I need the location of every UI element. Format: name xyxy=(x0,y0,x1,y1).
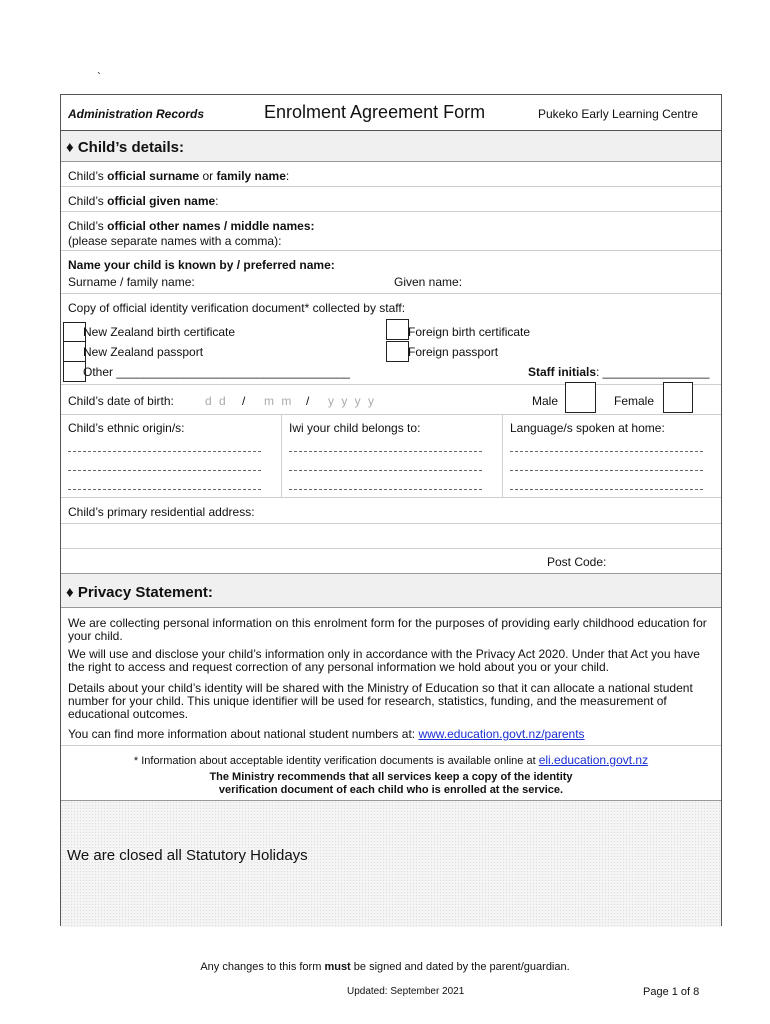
updated-date: Updated: September 2021 xyxy=(347,986,465,997)
other-names-note: (please separate names with a comma): xyxy=(68,234,282,248)
diamond-icon: ♦ xyxy=(66,139,74,156)
known-surname-field[interactable]: Surname / family name: xyxy=(68,275,195,289)
iwi-line-3[interactable] xyxy=(289,489,482,490)
surname-row[interactable] xyxy=(61,162,721,187)
address-line-2[interactable] xyxy=(61,549,721,574)
other-names-row[interactable] xyxy=(61,212,721,251)
privacy-body xyxy=(61,608,721,746)
ministry-line-1: The Ministry recommends that all services keep a copy of the identity xyxy=(209,771,573,783)
form-title: Enrolment Agreement Form xyxy=(264,102,486,122)
known-given-field[interactable]: Given name: xyxy=(394,275,463,289)
address-label-row xyxy=(61,498,721,524)
staff-initials-field[interactable]: Staff initials: ________________ xyxy=(528,365,710,379)
privacy-p2: We will use and disclose your child’s information only in accordance with the Privacy Act 2020. Under that Act you have the right to access and request correction of any personal information we hold about you or your child. xyxy=(68,647,700,674)
dob-year-input[interactable]: y y y y xyxy=(328,394,377,408)
dob-day-input[interactable]: d d xyxy=(205,394,228,408)
iwi-label: Iwi your child belongs to: xyxy=(289,421,421,435)
childs-details-section xyxy=(61,131,721,162)
ethnic-label: Child’s ethnic origin/s: xyxy=(68,421,185,435)
notice-box xyxy=(61,801,721,927)
iwi-line-1[interactable] xyxy=(289,451,482,452)
iwi-line-2[interactable] xyxy=(289,470,482,471)
childs-details-heading: ♦ Child’s details: xyxy=(66,139,184,156)
id-doc-label: Copy of official identity verification document* collected by staff: xyxy=(68,301,406,315)
privacy-heading: ♦ Privacy Statement: xyxy=(66,584,213,601)
dob-month-input[interactable]: m m xyxy=(264,394,294,408)
dob-sep-1: / xyxy=(242,394,246,408)
dob-sep-2: / xyxy=(306,394,310,408)
other-names-label: Child’s official other names / middle names: xyxy=(68,219,315,233)
origin-row xyxy=(61,415,721,498)
id-note: * Information about acceptable identity verification documents is available online at eli.education.govt.nz xyxy=(133,753,649,767)
known-by-row xyxy=(61,251,721,294)
surname-label: Child’s official surname or family name: xyxy=(68,169,290,183)
eli-link[interactable]: eli.education.govt.nz xyxy=(538,753,649,767)
form-header xyxy=(61,95,721,131)
language-line-2[interactable] xyxy=(510,470,703,471)
given-name-label: Child’s official given name: xyxy=(68,194,219,208)
page-number: Page 1 of 8 xyxy=(643,986,700,998)
language-line-1[interactable] xyxy=(510,451,703,452)
centre-name: Pukeko Early Learning Centre xyxy=(538,107,699,121)
stray-mark: ` xyxy=(97,70,101,84)
female-checkbox[interactable] xyxy=(663,382,693,413)
privacy-p4: You can find more information about national student numbers at: www.education.govt.nz/parents xyxy=(68,727,585,741)
ethnic-line-3[interactable] xyxy=(68,489,261,490)
nz-birth-label: New Zealand birth certificate xyxy=(83,325,236,339)
foreign-birth-label: Foreign birth certificate xyxy=(408,325,531,339)
post-code-label: Post Code: xyxy=(547,555,607,569)
dob-label: Child’s date of birth: xyxy=(68,394,174,408)
foreign-passport-checkbox[interactable] xyxy=(386,341,409,362)
address-label: Child’s primary residential address: xyxy=(68,505,255,519)
id-note-row xyxy=(61,746,721,801)
ministry-line-2: verification document of each child who is enrolled at the service. xyxy=(218,784,564,796)
given-name-row[interactable] xyxy=(61,187,721,212)
nz-passport-label: New Zealand passport xyxy=(83,345,204,359)
dob-row xyxy=(61,385,721,415)
language-label: Language/s spoken at home: xyxy=(510,421,665,435)
foreign-passport-label: Foreign passport xyxy=(408,345,499,359)
male-checkbox[interactable] xyxy=(565,382,596,413)
privacy-p1: We are collecting personal information on this enrolment form for the purposes of providing early childhood education for your child. xyxy=(68,616,707,643)
privacy-section xyxy=(61,574,721,608)
ethnic-line-1[interactable] xyxy=(68,451,261,452)
closed-notice: We are closed all Statutory Holidays xyxy=(67,847,308,864)
ethnic-line-2[interactable] xyxy=(68,470,261,471)
diamond-icon: ♦ xyxy=(66,584,74,601)
enrolment-form xyxy=(60,94,722,926)
female-label: Female xyxy=(614,394,655,408)
address-line-1[interactable] xyxy=(61,524,721,549)
foreign-birth-checkbox[interactable] xyxy=(386,319,409,340)
known-by-label: Name your child is known by / preferred name: xyxy=(68,258,335,272)
other-doc-label: Other ___________________________________ xyxy=(83,365,350,379)
education-parents-link[interactable]: www.education.govt.nz/parents xyxy=(418,727,585,741)
id-document-row xyxy=(61,294,721,385)
changes-note: Any changes to this form must be signed and dated by the parent/guardian. xyxy=(200,961,570,973)
language-line-3[interactable] xyxy=(510,489,703,490)
privacy-p3: Details about your child’s identity will be shared with the Ministry of Education so that it can allocate a national student number for your child. This unique identifier will be used for research, statistics, funding, and the measurement of educational outcomes. xyxy=(68,681,693,721)
male-label: Male xyxy=(532,394,559,408)
admin-records-label: Administration Records xyxy=(68,107,205,121)
